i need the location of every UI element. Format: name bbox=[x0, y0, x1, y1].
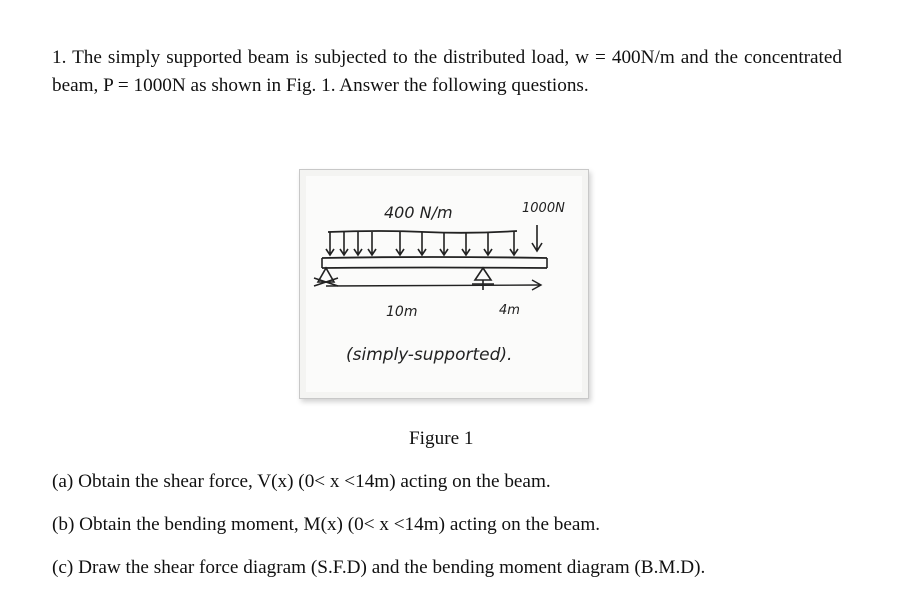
figure-caption: Figure 1 bbox=[409, 428, 474, 449]
figure-image bbox=[299, 169, 589, 399]
problem-statement: 1. The simply supported beam is subjected to the distributed load, w = 400N/m and the concentrated beam, P = 1000N as shown in Fig. 1. Answer the following questions. bbox=[52, 47, 842, 96]
point-load-label: 1000N bbox=[522, 201, 565, 216]
question-a: (a) Obtain the shear force, V(x) (0< x <14m) acting on the beam. bbox=[52, 471, 551, 492]
question-c: (c) Draw the shear force diagram (S.F.D) and the bending moment diagram (B.M.D). bbox=[52, 557, 706, 578]
span-left-label: 10m bbox=[386, 304, 418, 320]
beam-top-edge bbox=[322, 257, 547, 258]
beam-bottom-edge bbox=[322, 268, 547, 269]
support-note: (simply-supported). bbox=[346, 345, 513, 365]
distributed-load-label: 400 N/m bbox=[384, 203, 453, 222]
span-right-label: 4m bbox=[499, 303, 520, 318]
beam-sketch bbox=[300, 170, 588, 398]
question-b: (b) Obtain the bending moment, M(x) (0< x <14m) acting on the beam. bbox=[52, 514, 601, 535]
